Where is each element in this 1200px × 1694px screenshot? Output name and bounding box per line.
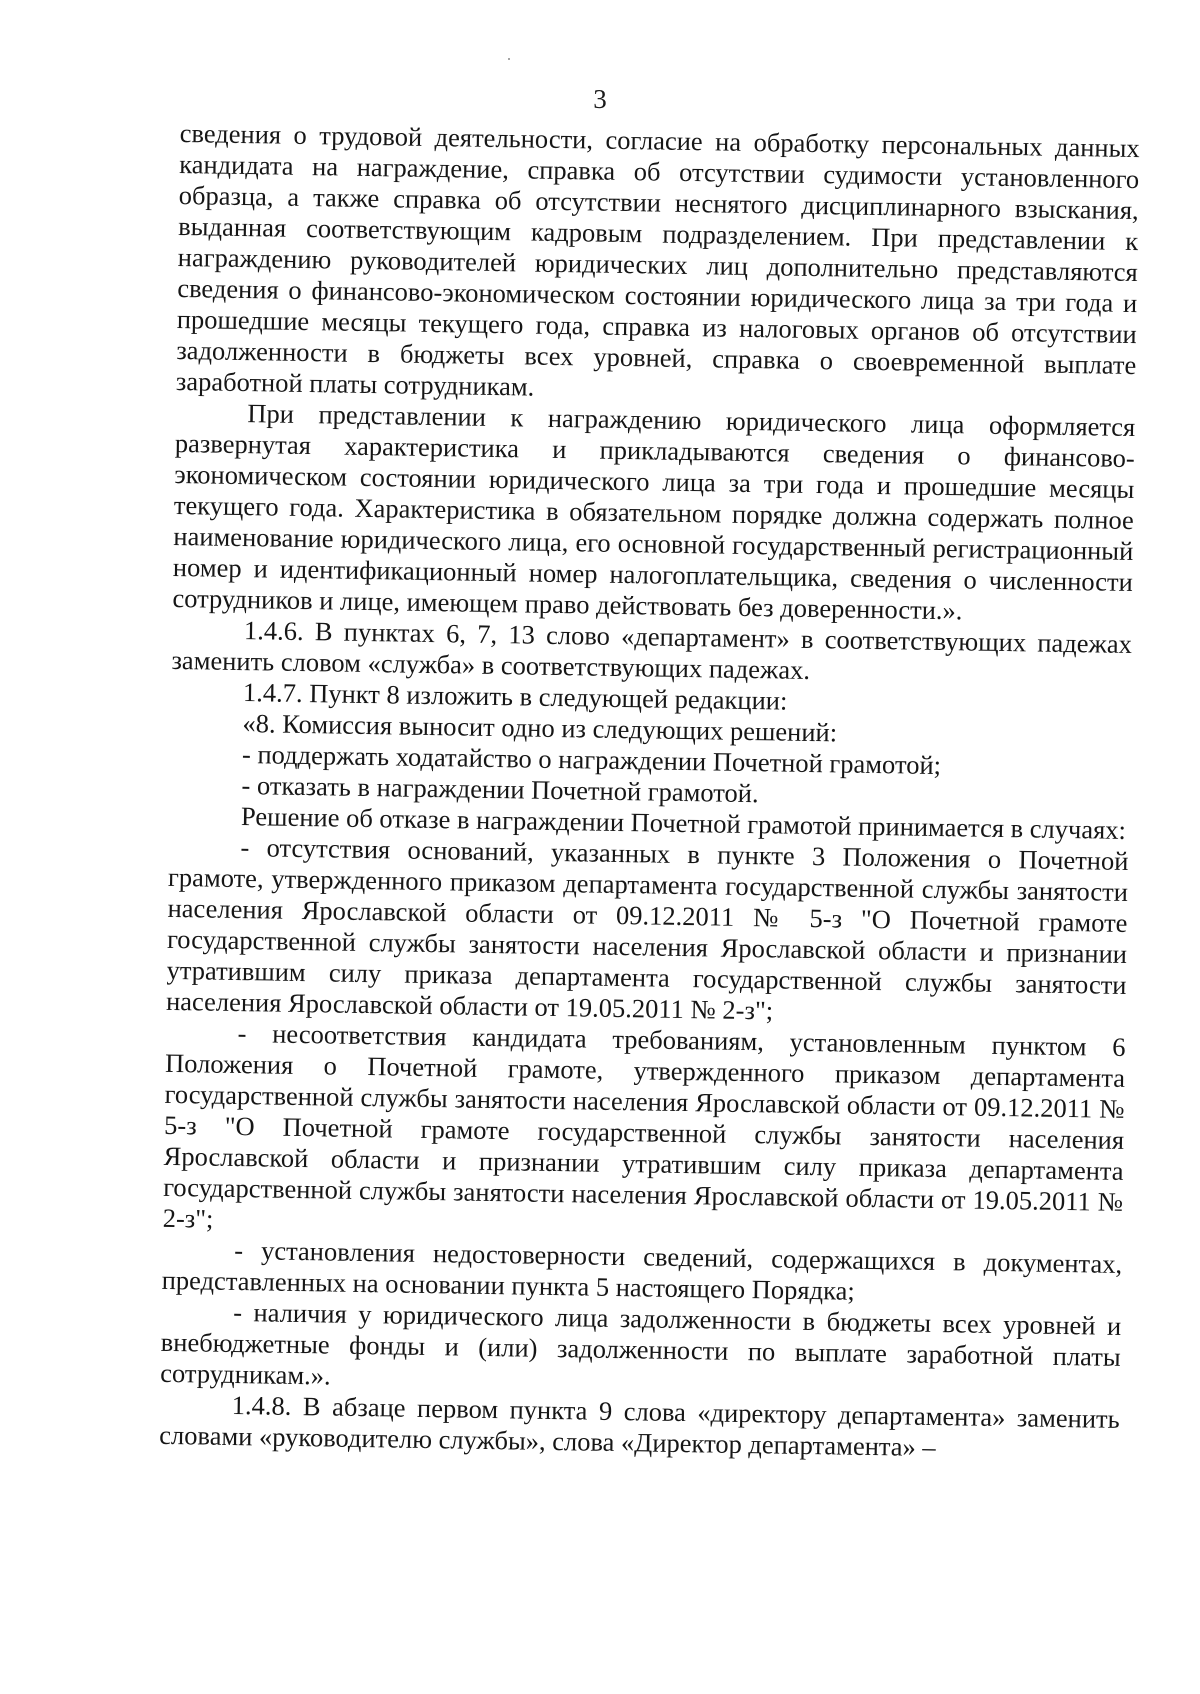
paragraph-point-8: «8. Комиссия выносит одно из следующих решений:: [242, 708, 838, 748]
document-body: [159, 118, 1140, 1466]
paragraph-refusal-cases: Решение об отказе в награждении Почетной грамотой принимается в случаях:: [240, 801, 1127, 845]
list-item-nonconformity: - несоответствия кандидата требованиям, установленным пунктом 6 Положения о Почетной грамоте, утвержденного приказом департамента государственной службы занятости населения Ярославской области от 09.12.2011 № 5-з "О Почетной грамоте государственной службы занятости населения Ярославской области и признании утратившим силу приказа департамента государственной службы занятости населения Ярославской области от 19.05.2011 № 2-з";: [162, 1018, 1126, 1234]
paragraph-item-1-4-8: 1.4.8. В абзаце первом пункта 9 слова «директору департамента» заменить словами «руководителю службы», слова «Директор департамента» –: [159, 1389, 1120, 1463]
paragraph-item-1-4-7: 1.4.7. Пункт 8 изложить в следующей редакции:: [242, 677, 788, 716]
paragraph-continuation: сведения о трудовой деятельности, согласие на обработку персональных данных кандидата на награждение, справка об отсутствии судимости установленного образца, а также справка об отсутствии неснятого дисциплинарного взыскания, выданная соответствующим кадровым подразделением. При представлении к награждению руководителей юридических лиц дополнительно представляются сведения о финансово-экономическом состоянии юридического лица за три года и прошедшие месяцы текущего года, справка из налоговых органов об отсутствии задолженности в бюджеты всех уровней, справка о своевременной выплате заработной платы сотрудникам.: [175, 118, 1140, 402]
list-item-support: - поддержать ходатайство о награждении Почетной грамотой;: [241, 739, 942, 781]
list-item-debts: - наличия у юридического лица задолженности в бюджеты всех уровней и внебюджетные фонды и (или) задолженности по выплате заработной платы сотрудникам.».: [160, 1296, 1122, 1391]
list-item-no-grounds: - отсутствия оснований, указанных в пункте 3 Положения о Почетной грамоте, утвержденного приказом департамента государственной службы занятости населения Ярославской области от 09.12.2011 № 5-з "О Почетной грамоте государственной службы занятости населения Ярославской области и признании утратившим силу приказа департамента государственной службы занятости населения Ярославской области от 19.05.2011 № 2-з";: [165, 832, 1129, 1026]
scan-speck: [508, 58, 510, 60]
paragraph-item-1-4-6: 1.4.6. В пунктах 6, 7, 13 слово «департамент» в соответствующих падежах заменить словом «служба» в соответствующих падежах.: [171, 615, 1133, 685]
paragraph-legal-entity-characteristic: При представлении к награждению юридического лица оформляется развернутая характеристика и прикладываются сведения о финансово-экономическом состоянии юридического лица за три года и прошедшие месяцы текущего года. Характеристика в обязательном порядке должна содержать полное наименование юридического лица, его основной государственный регистрационный номер и идентификационный номер налогоплательщика, сведения о численности сотрудников и лице, имеющем право действовать без доверенности.».: [172, 398, 1136, 626]
list-item-refuse: - отказать в награждении Почетной грамотой.: [241, 770, 759, 809]
list-item-false-info: - установления недостоверности сведений, содержащихся в документах, представленных на основании пункта 5 настоящего Порядка;: [161, 1234, 1123, 1306]
page-number: 3: [593, 84, 607, 114]
